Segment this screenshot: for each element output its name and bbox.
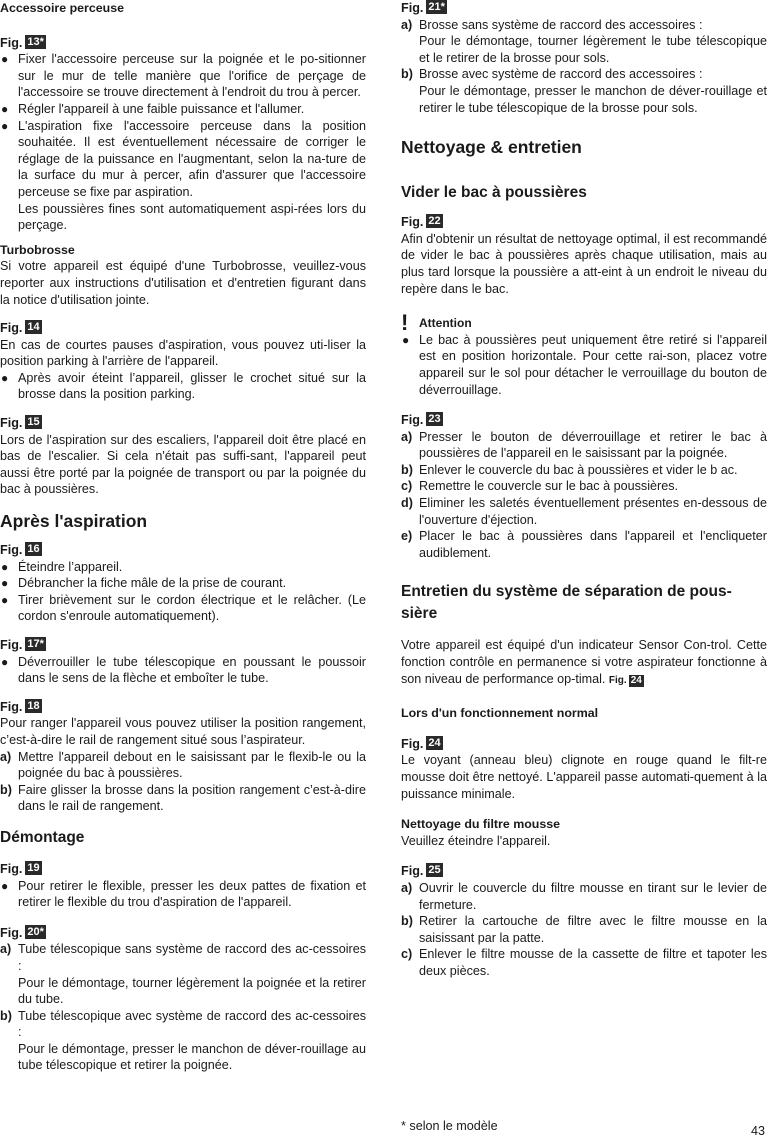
list-item: b) Faire glisser la brosse dans la position rangement c’est-à-dire dans le rail de rangement.: [0, 782, 366, 814]
section-heading-entretien: Entretien du système de séparation de pous-sière: [401, 583, 732, 623]
list-item: b) Retirer la cartouche de filtre avec le filtre mousse en la saisissant par la patte.: [401, 914, 767, 945]
list-item: a) Presser le bouton de déverrouillage et retirer le bac à poussières de l'appareil en le saisissant par la poignée.: [401, 429, 767, 461]
attention-list: [401, 332, 767, 398]
list-item: ● Pour retirer le flexible, presser les deux pattes de fixation et retirer le flexible du trou d'aspiration de l'appareil.: [1, 878, 366, 910]
list-item: b) Brosse avec système de raccord des accessoires : Pour le démontage, presser le manchon de déver-rouillage et retirer le tube télescopique de la brosse pour sols.: [401, 67, 767, 115]
list-item: ● Débrancher la fiche mâle de la prise de courant.: [1, 576, 287, 591]
page-number: 43: [750, 1124, 765, 1138]
list-item: ● Éteindre l’appareil.: [1, 559, 123, 574]
paragraph: Afin d'obtenir un résultat de nettoyage optimal, il est recommandé de vider le bac à poussières après chaque utilisation, mais au plus tard lorsque la poussière a att-eint à un endroit le niveau du repère dans le bac.: [401, 231, 767, 296]
fig-16-label: Fig. 16: [0, 543, 40, 558]
paragraph: Pour ranger l'appareil vous pouvez utiliser la position rangement, c’est-à-dire le rail de rangement situé sous l’aspirateur.: [0, 716, 366, 747]
section-heading-filtre: Nettoyage du filtre mousse: [401, 817, 561, 832]
fig-15-label: Fig. 15: [0, 416, 40, 431]
fig-17-label: Fig. 17*: [0, 638, 44, 652]
attention-block: [401, 310, 767, 398]
list-item: b) Tube télescopique avec système de raccord des ac-cessoires : Pour le démontage, presser le manchon de déver-rouillage au tube télescopique et retirer la poignée.: [0, 1008, 366, 1073]
fig-13-list: [0, 51, 366, 234]
list-item: ● Fixer l'accessoire perceuse sur la poignée et le po-sitionner sur le mur de telle manière que l'orifice de perçage de l'accessoire se trouve directement à l'endroit du trou à percer.: [1, 52, 366, 100]
paragraph: Si votre appareil est équipé d'une Turbobrosse, veuillez-vous reporter aux instructions d'utilisation et d'entretien figurant dans la notice d'utilisation jointe.: [0, 259, 366, 307]
fig-24-inline-ref: Fig. 24: [608, 674, 642, 686]
fig-24-label: Fig. 24: [401, 736, 441, 751]
fig-23-list: [401, 429, 767, 562]
section-heading-apres: Après l'aspiration: [0, 511, 148, 532]
right-column: [401, 0, 767, 980]
left-column: [0, 0, 366, 1074]
list-item: a) Brosse sans système de raccord des accessoires : Pour le démontage, tourner légèrement le tube télescopique et le retirer de la brosse pour sols.: [401, 17, 767, 65]
list-item: ● Le bac à poussières peut uniquement être retiré si l'appareil est en position horizontale. Pour cette rai-son, placez votre appareil sur le sol pour détacher le verrouillage du bouton de déverrouillage.: [402, 332, 767, 397]
list-item: c) Remettre le couvercle sur le bac à poussières.: [401, 479, 678, 494]
attention-title: Attention: [419, 316, 472, 331]
section-heading-vider: Vider le bac à poussières: [401, 184, 587, 202]
fig-17-list: [0, 654, 366, 687]
section-heading-turbo: Turbobrosse: [0, 242, 75, 257]
fig-25-label: Fig. 25: [401, 864, 441, 879]
fig-14-label: Fig. 14: [0, 321, 40, 336]
paragraph: Votre appareil est équipé d'un indicateur Sensor Con-trol. Cette fonction contrôle en permanence si votre aspirateur fonctionne à son niveau de performance op-timal. Fig. 24: [401, 638, 767, 686]
fig-23-label: Fig. 23: [401, 413, 441, 428]
section-heading-accessoire: Accessoire perceuse: [0, 1, 124, 15]
fig-18-label: Fig. 18: [0, 699, 40, 714]
fig-19-list: [0, 878, 366, 911]
list-item: c) Enlever le filtre mousse de la cassette de filtre et tapoter les deux pièces.: [401, 947, 767, 978]
list-item: b) Enlever le couvercle du bac à poussières et vider le b ac.: [401, 462, 738, 477]
fig-20-label: Fig. 20*: [0, 925, 44, 940]
section-heading-normal: Lors d'un fonctionnement normal: [401, 706, 599, 721]
list-item: a) Mettre l'appareil debout en le saisissant par le flexib-le ou la poignée du bac à poussières.: [0, 749, 366, 781]
section-heading-demontage: Démontage: [0, 828, 85, 846]
section-heading-nettoyage: Nettoyage & entretien: [401, 137, 582, 158]
paragraph: En cas de courtes pauses d'aspiration, vous pouvez uti-liser la position parking à l'arrière de l'appareil.: [0, 337, 366, 369]
list-item: ● Régler l'appareil à une faible puissance et l'allumer.: [1, 101, 305, 116]
fig-22-label: Fig. 22: [401, 215, 441, 230]
list-item: a) Tube télescopique sans système de raccord des ac-cessoires : Pour le démontage, tourner légèrement la poignée et la retirer du tube.: [0, 942, 366, 1007]
fig-13-label: Fig. 13*: [0, 35, 44, 50]
footnote: * selon le modèle: [401, 1119, 498, 1133]
warning-icon: !: [401, 310, 409, 336]
fig-14-list: [0, 370, 366, 403]
paragraph: Veuillez éteindre l'appareil.: [401, 833, 551, 848]
list-item: ● L'aspiration fixe l'accessoire perceuse dans la position souhaitée. Il est éventuellement nécessaire de corriger le réglage de la puissance en l'augmentant, selon la na-ture de la surface du mur à percer, afin d'assurer que l'accessoire perceuse se fixe par aspiration. Les poussières fines sont automatiquement aspi-rées lors du perçage.: [1, 118, 366, 233]
fig-20-list: [0, 941, 366, 1074]
fig-19-label: Fig. 19: [0, 861, 40, 876]
paragraph: Le voyant (anneau bleu) clignote en rouge quand le filt-re mousse doit être nettoyé. L'appareil passe automati-quement à la puissance minimale.: [401, 753, 767, 801]
list-item: ● Tirer brièvement sur le cordon électrique et le relâcher. (Le cordon s'enroule automatiquement).: [1, 592, 366, 624]
list-item: ● Déverrouiller le tube télescopique en poussant le poussoir dans le sens de la flèche et emboîter le tube.: [1, 654, 366, 686]
note-text: Les poussières fines sont automatiquement aspi-rées lors du perçage.: [18, 201, 366, 233]
list-item: ● Après avoir éteint l’appareil, glisser le crochet situé sur la brosse dans la position parking.: [1, 370, 366, 402]
paragraph: Lors de l'aspiration sur des escaliers, l'appareil doit être placé en bas de l'escalier. Si cela n'était pas suffi-sant, l'appareil peut aussi être porté par la poignée de transport ou par la poignée du bac à poussières.: [0, 432, 366, 497]
list-item: e) Placer le bac à poussières dans l'appareil et l'encliqueter audiblement.: [401, 529, 767, 560]
fig-25-list: [401, 880, 767, 980]
fig-21-list: [401, 17, 767, 117]
fig-21-label: Fig. 21*: [401, 1, 445, 15]
list-item: d) Eliminer les saletés éventuellement présentes en-dessous de l'ouverture d'éjection.: [401, 496, 767, 527]
fig-18-list: [0, 749, 366, 815]
fig-16-list: [0, 559, 366, 625]
list-item: a) Ouvrir le couvercle du filtre mousse en tirant sur le levier de fermeture.: [401, 880, 767, 912]
